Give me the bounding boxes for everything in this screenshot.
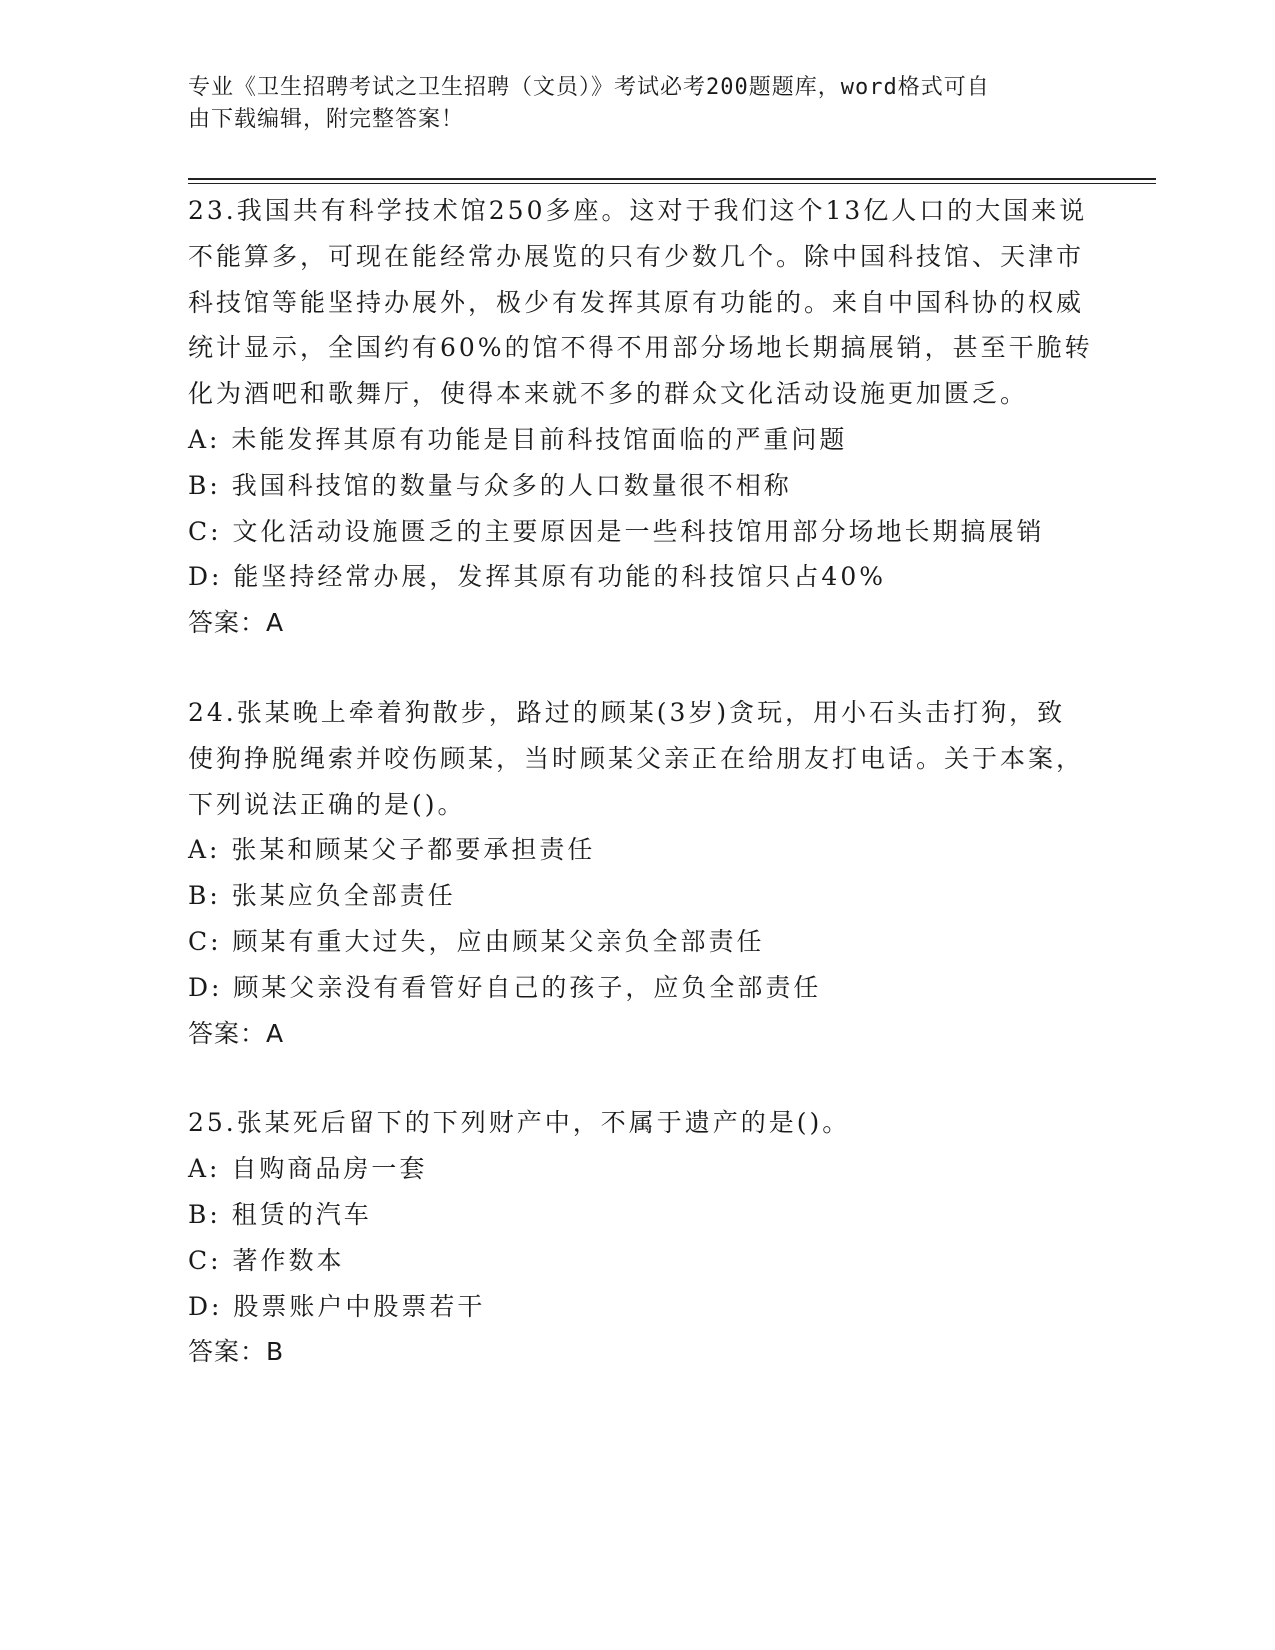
answer-line: 答案：A xyxy=(188,608,285,638)
question-list xyxy=(188,188,1093,1419)
question-24 xyxy=(188,690,1093,1056)
question-stem: 23.我国共有科学技术馆250多座。这对于我们这个13亿人口的大国来说不能算多，可现在能经常办展览的只有少数几个。除中国科技馆、天津市科技馆等能坚持办展外，极少有发挥其原有功能的。来自中国科协的权威统计显示，全国约有60%的馆不得不用部分场地长期搞展销，甚至干脆转化为酒吧和歌舞厅，使得本来就不多的群众文化活动设施更加匮乏。 xyxy=(188,196,1093,409)
question-25 xyxy=(188,1100,1093,1375)
header-divider-thin xyxy=(188,183,1156,184)
header-line-1: 专业《卫生招聘考试之卫生招聘（文员）》考试必考200题题库，word格式可自 xyxy=(188,75,990,100)
option-a: A: 未能发挥其原有功能是目前科技馆面临的严重问题 xyxy=(188,424,848,454)
option-c: C: 顾某有重大过失，应由顾某父亲负全部责任 xyxy=(188,926,765,956)
question-stem: 25.张某死后留下的下列财产中，不属于遗产的是()。 xyxy=(188,1108,851,1138)
header-line-2: 由下载编辑，附完整答案！ xyxy=(188,107,465,132)
option-b: B: 租赁的汽车 xyxy=(188,1199,372,1229)
question-stem: 24.张某晚上牵着狗散步，路过的顾某(3岁)贪玩，用小石头击打狗，致使狗挣脱绳索并咬伤顾某，当时顾某父亲正在给朋友打电话。关于本案，下列说法正确的是()。 xyxy=(188,697,1085,819)
option-b: B: 张某应负全部责任 xyxy=(188,881,456,911)
option-d: D: 股票账户中股票若干 xyxy=(188,1291,486,1321)
answer-line: 答案：A xyxy=(188,1018,285,1048)
answer-line: 答案：B xyxy=(188,1337,285,1367)
document-header xyxy=(188,72,1088,136)
option-c: C: 文化活动设施匮乏的主要原因是一些科技馆用部分场地长期搞展销 xyxy=(188,516,1045,546)
header-divider-thick xyxy=(188,178,1156,180)
option-a: A: 自购商品房一套 xyxy=(188,1154,428,1184)
option-b: B: 我国科技馆的数量与众多的人口数量很不相称 xyxy=(188,470,792,500)
option-a: A: 张某和顾某父子都要承担责任 xyxy=(188,835,596,865)
question-23 xyxy=(188,188,1093,646)
option-c: C: 著作数本 xyxy=(188,1245,345,1275)
option-d: D: 顾某父亲没有看管好自己的孩子，应负全部责任 xyxy=(188,972,822,1002)
option-d: D: 能坚持经常办展，发挥其原有功能的科技馆只占40% xyxy=(188,562,886,592)
